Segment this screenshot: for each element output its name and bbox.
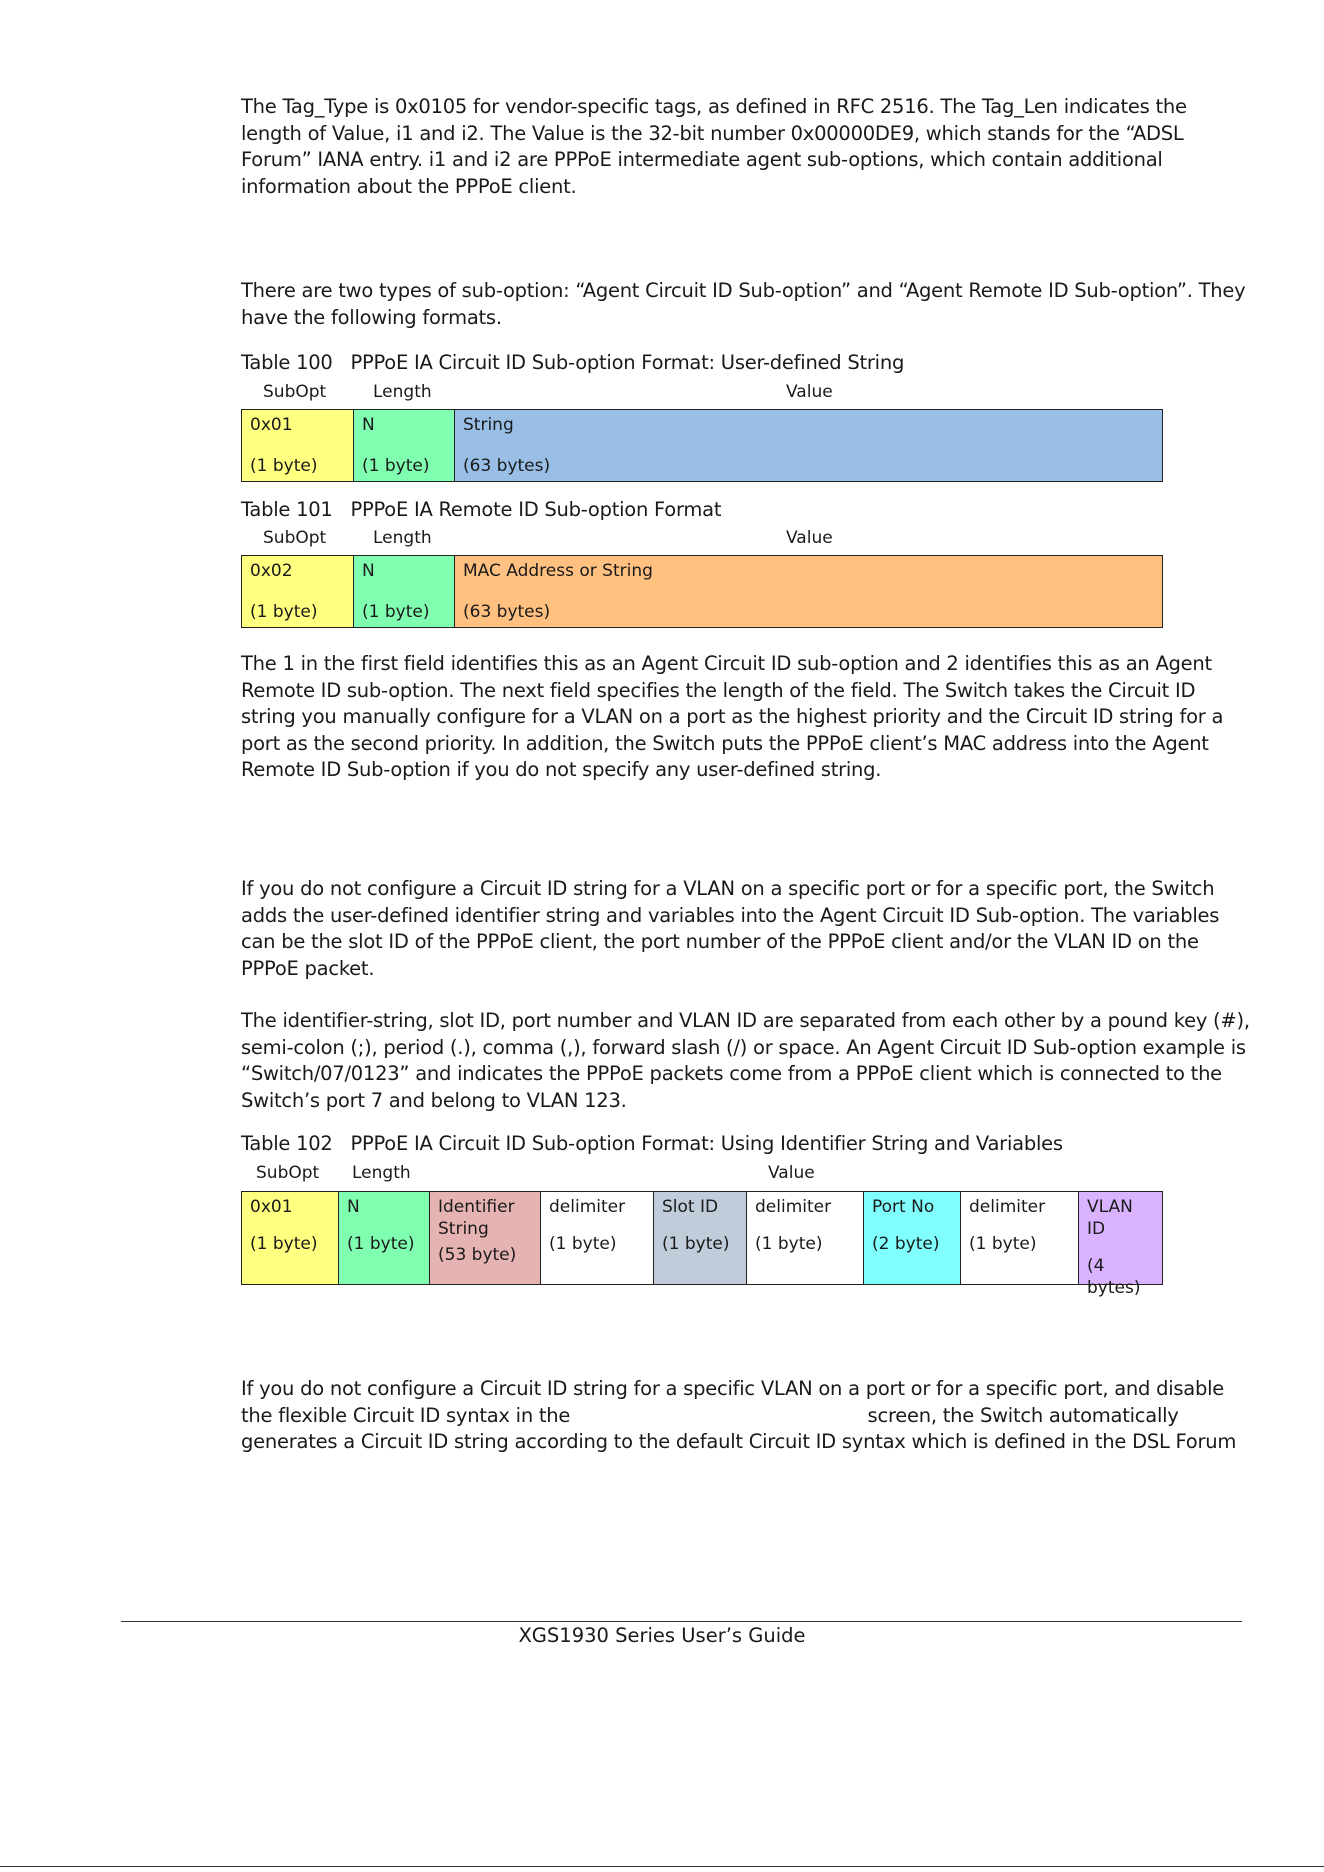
table-100-cell-length: [354, 410, 455, 481]
cell-size: (1 byte): [969, 1234, 1037, 1254]
cell-size: (2 byte): [872, 1234, 940, 1254]
cell-size: (63 bytes): [463, 602, 551, 622]
cell-value: Port No: [872, 1197, 935, 1217]
table-102: [241, 1191, 1163, 1298]
page-bottom-divider: [0, 1866, 1324, 1867]
cell-size: (1 byte): [362, 602, 430, 622]
cell-size: (1 byte): [362, 456, 430, 476]
table-101-cell-value: [455, 556, 1162, 627]
table-102-header-subopt: SubOpt: [256, 1163, 320, 1183]
table-102-cell-slot-id: [654, 1192, 747, 1284]
cell-value: delimiter: [755, 1197, 832, 1217]
cell-size: (1 byte): [250, 602, 318, 622]
cell-size: (1 byte): [250, 1234, 318, 1254]
cell-value: 0x01: [250, 415, 293, 435]
cell-size: (1 byte): [250, 456, 318, 476]
cell-value: N: [347, 1197, 360, 1217]
table-101-caption: Table 101 PPPoE IA Remote ID Sub-option Format: [241, 498, 722, 521]
table-102-cell-identifier-string: [430, 1192, 541, 1284]
footer-guide-title: XGS1930 Series User’s Guide: [518, 1624, 806, 1647]
cell-value: delimiter: [549, 1197, 626, 1217]
table-101-header-subopt: SubOpt: [263, 528, 327, 548]
table-100-cell-value: [455, 410, 1162, 481]
table-102-cell-delimiter-3: [961, 1192, 1079, 1284]
table-101-cell-length: [354, 556, 455, 627]
cell-value: Identifier String: [438, 1197, 515, 1239]
table-102-cell-delimiter-2: [747, 1192, 864, 1284]
cell-size: (4 bytes): [1087, 1256, 1141, 1298]
cell-value: 0x01: [250, 1197, 293, 1217]
paragraph-sub-option-types: There are two types of sub-option: “Agent Circuit ID Sub-option” and “Agent Remote ID Sub-option”. They have the following formats.: [241, 279, 1246, 329]
paragraph-circuit-id-variables: If you do not configure a Circuit ID string for a VLAN on a specific port or for a specific port, the Switch adds the user-defined identifier string and variables into the Agent Circuit ID Sub-option. The variables can be the slot ID of the PPPoE client, the port number of the PPPoE client and/or the VLAN ID on the PPPoE packet.: [241, 877, 1220, 980]
cell-value: delimiter: [969, 1197, 1046, 1217]
cell-size: (63 bytes): [463, 456, 551, 476]
table-100-header-length: Length: [373, 382, 432, 402]
table-101-cell-subopt: [242, 556, 354, 627]
cell-size: (1 byte): [347, 1234, 415, 1254]
table-102-cell-vlan-id: [1079, 1192, 1162, 1298]
paragraph-tag-type: The Tag_Type is 0x0105 for vendor-specific tags, as defined in RFC 2516. The Tag_Len indicates the length of Value, i1 and i2. The Value is the 32-bit number 0x00000DE9, which stands for the “ADSL Forum” IANA entry. i1 and i2 are PPPoE intermediate agent sub-options, which contain additional information about the PPPoE client.: [241, 95, 1187, 198]
table-102-caption: Table 102 PPPoE IA Circuit ID Sub-option Format: Using Identifier String and Variables: [241, 1132, 1063, 1155]
table-101-header-length: Length: [373, 528, 432, 548]
cell-size: (1 byte): [755, 1234, 823, 1254]
table-100-header-subopt: SubOpt: [263, 382, 327, 402]
table-102-cell-subopt: [242, 1192, 339, 1284]
table-100-caption: Table 100 PPPoE IA Circuit ID Sub-option Format: User-defined String: [241, 351, 905, 374]
paragraph-default-circuit-id: If you do not configure a Circuit ID string for a specific VLAN on a port or for a specific port, and disable the flexible Circuit ID syntax in the screen, the Switch automatically generates a Circuit ID string according to the default Circuit ID syntax which is defined in the DSL Forum: [241, 1377, 1237, 1454]
paragraph-delimiters: The identifier-string, slot ID, port number and VLAN ID are separated from each other by a pound key (#), semi-colon (;), period (.), comma (,), forward slash (/) or space. An Agent Circuit ID Sub-option example is “Switch/07/0123” and indicates the PPPoE packets come from a PPPoE client which is connected to the Switch’s port 7 and belong to VLAN 123.: [241, 1009, 1250, 1112]
table-102-header-length: Length: [352, 1163, 411, 1183]
table-101: [241, 555, 1163, 628]
cell-value: N: [362, 415, 375, 435]
cell-value: MAC Address or String: [463, 561, 653, 581]
cell-value: 0x02: [250, 561, 293, 581]
table-101-header-value: Value: [786, 528, 833, 548]
cell-value: VLAN ID: [1087, 1197, 1133, 1239]
table-102-cell-length: [339, 1192, 430, 1284]
cell-value: Slot ID: [662, 1197, 719, 1217]
table-100-header-value: Value: [786, 382, 833, 402]
table-102-header-value: Value: [768, 1163, 815, 1183]
table-100: [241, 409, 1163, 482]
cell-size: (53 byte): [438, 1245, 517, 1265]
cell-value: String: [463, 415, 514, 435]
table-100-cell-subopt: [242, 410, 354, 481]
cell-size: (1 byte): [549, 1234, 617, 1254]
paragraph-sub-option-description: The 1 in the first field identifies this as an Agent Circuit ID sub-option and 2 identifies this as an Agent Remote ID sub-option. The next field specifies the length of the field. The Switch takes the Circuit ID string you manually configure for a VLAN on a port as the highest priority and the Circuit ID string for a port as the second priority. In addition, the Switch puts the PPPoE client’s MAC address into the Agent Remote ID Sub-option if you do not specify any user-defined string.: [241, 652, 1224, 782]
cell-value: N: [362, 561, 375, 581]
cell-size: (1 byte): [662, 1234, 730, 1254]
table-102-cell-port-no: [864, 1192, 961, 1284]
footer-divider: [121, 1621, 1242, 1622]
table-102-cell-delimiter-1: [541, 1192, 654, 1284]
